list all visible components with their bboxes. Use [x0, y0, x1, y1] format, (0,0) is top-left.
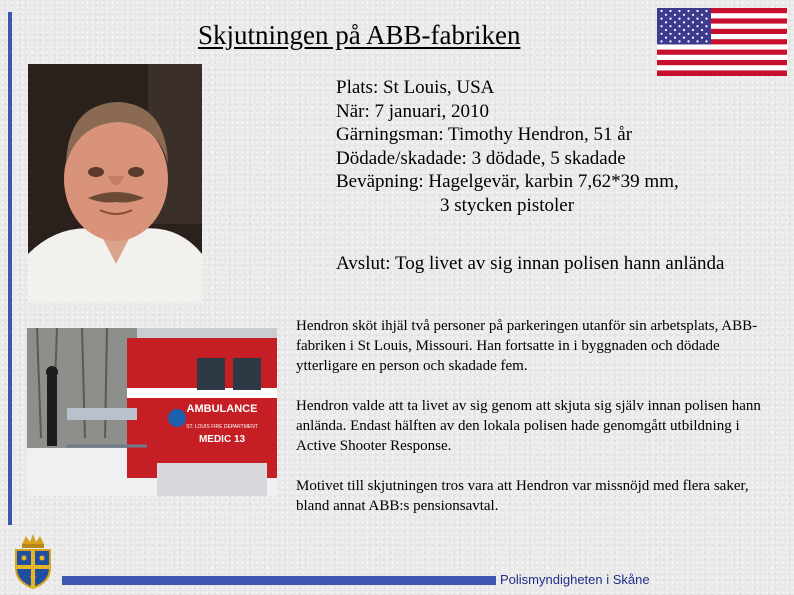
footer-organization: Polismyndigheten i Skåne	[500, 572, 650, 587]
police-crest-icon	[10, 532, 56, 590]
incident-facts	[336, 76, 679, 217]
ambulance-department: ST. LOUIS FIRE DEPARTMENT	[186, 424, 258, 430]
paragraph: Hendron valde att ta livet av sig genom att skjuta sig själv innan polisen hann anlända. Endast hälften av den lokala polisen hade genomgått utbildning i Active Shooter Response.	[296, 398, 761, 454]
paragraph: Hendron sköt ihjäl två personer på parkeringen utanför sin arbetsplats, ABB-fabriken i St Louis, Missouri. Han fortsatte in i byggnaden och dödade ytterligare en person och skadade fem.	[296, 318, 758, 374]
fact-weapons-continued: 3 stycken pistoler	[440, 194, 575, 216]
ambulance-photo	[27, 328, 277, 496]
ambulance-label: AMBULANCE	[186, 403, 258, 415]
us-flag-icon	[657, 8, 787, 76]
incident-description	[296, 316, 766, 536]
ambulance-unit: MEDIC 13	[198, 434, 246, 445]
page-title: Skjutningen på ABB-fabriken	[198, 20, 521, 50]
fact-date: När: 7 januari, 2010	[336, 100, 490, 122]
footer-accent-bar	[62, 576, 496, 585]
fact-perpetrator: Gärningsman: Timothy Hendron, 51 år	[336, 124, 633, 145]
paragraph: Motivet till skjutningen tros vara att Hendron var missnöjd med flera saker, bland annat ABB:s pensionsavtal.	[296, 478, 749, 514]
fact-casualties: Dödade/skadade: 3 dödade, 5 skadade	[336, 147, 626, 169]
fact-weapons: Beväpning: Hagelgevär, karbin 7,62*39 mm,	[336, 171, 679, 192]
fact-outcome: Avslut: Tog livet av sig innan polisen hann anlända	[336, 253, 725, 274]
fact-place: Plats: St Louis, USA	[336, 77, 495, 98]
perpetrator-portrait	[28, 64, 202, 302]
left-accent-bar	[8, 12, 12, 525]
